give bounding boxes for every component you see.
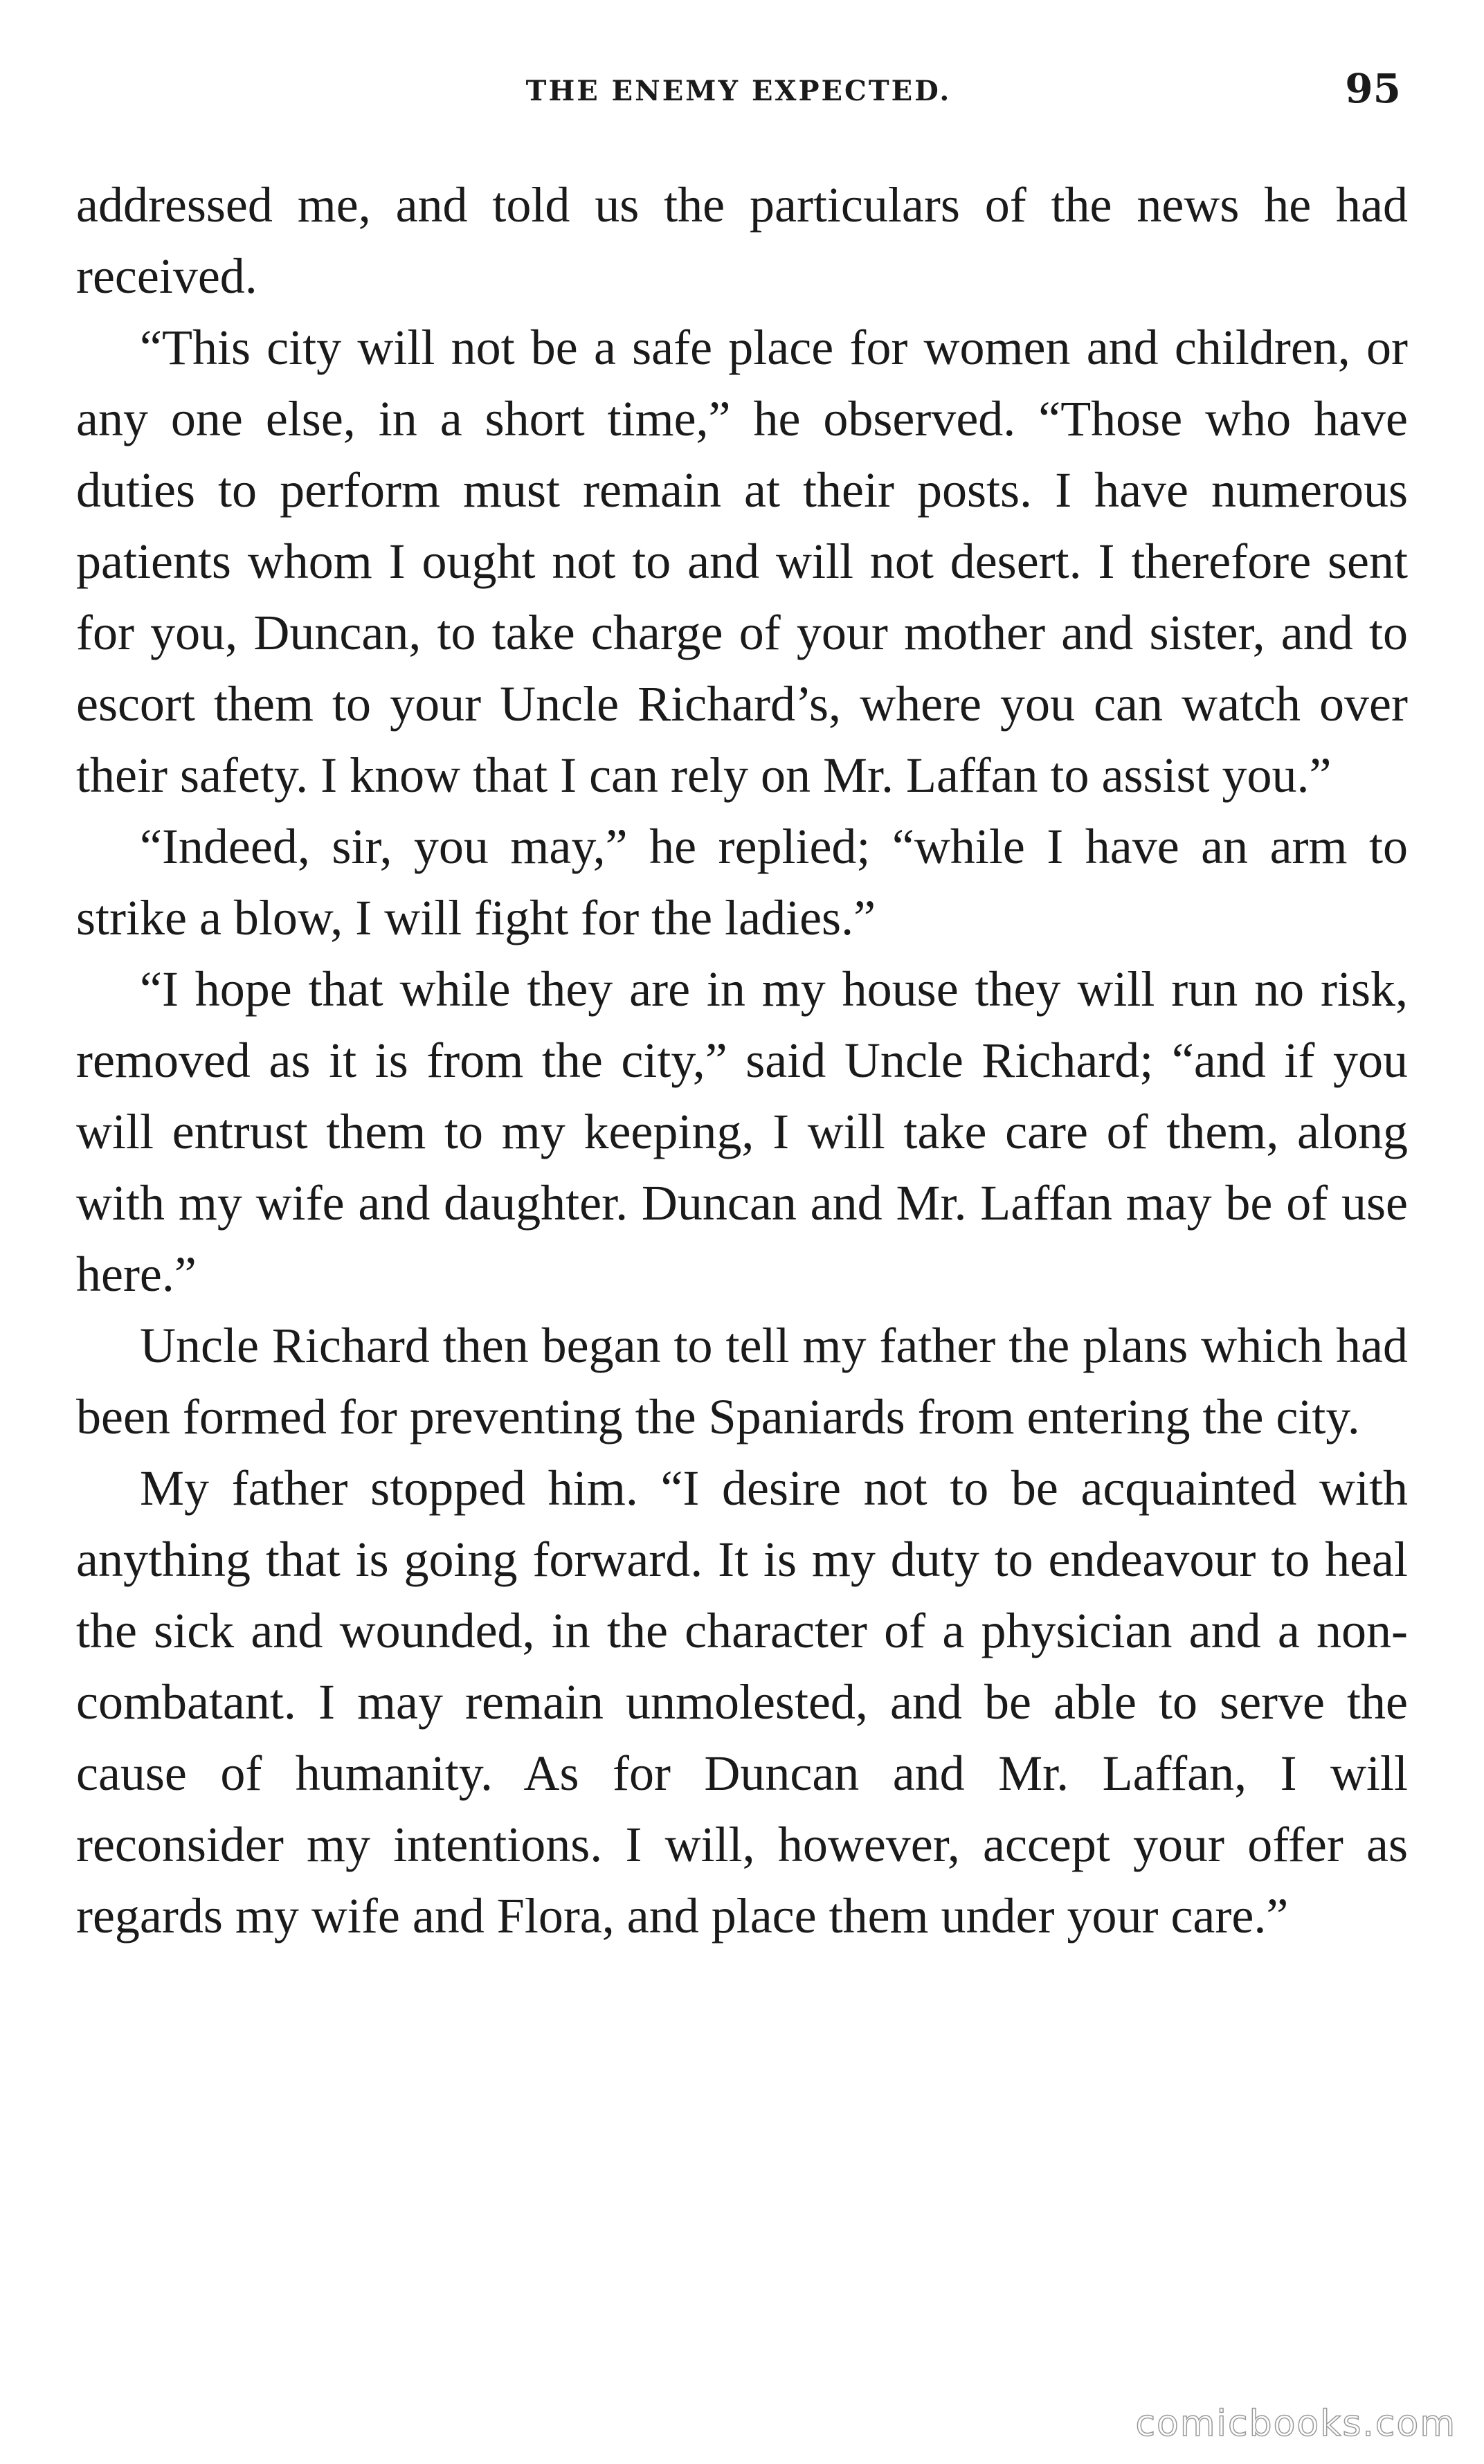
body-text: [76, 170, 1408, 1952]
paragraph: My father stopped him. “I desire not to be acquainted with anything that is going forward. It is my duty to endeavour to heal the sick and wounded, in the character of a physician and a non-combatant. I may remain unmolested, and be able to serve the cause of humanity. As for Duncan and Mr. Laffan, I will reconsider my intentions. I will, however, accept your offer as regards my wife and Flora, and place them under your care.”: [76, 1460, 1408, 1944]
paragraph: “This city will not be a safe place for women and children, or any one else, in a short time,” he observed. “Those who have duties to perform must remain at their posts. I have numerous patients whom I ought not to and will not desert. I therefore sent for you, Duncan, to take charge of your mother and sister, and to escort them to your Uncle Richard’s, where you can watch over their safety. I know that I can rely on Mr. Laffan to assist you.”: [76, 320, 1408, 803]
paragraph: “I hope that while they are in my house they will run no risk, removed as it is from the city,” said Uncle Richard; “and if you will entrust them to my keeping, I will take care of them, along with my wife and daughter. Duncan and Mr. Laffan may be of use here.”: [76, 961, 1408, 1302]
page-number: 95: [1345, 65, 1401, 112]
paragraph: “Indeed, sir, you may,” he replied; “while I have an arm to strike a blow, I will fight for the ladies.”: [76, 819, 1408, 945]
page-header: [76, 61, 1401, 123]
paragraph: addressed me, and told us the particulars of the news he had received.: [76, 177, 1408, 304]
watermark: comicbooks.com: [1135, 2403, 1456, 2445]
running-title: THE ENEMY EXPECTED.: [525, 75, 952, 107]
paragraph: Uncle Richard then began to tell my father the plans which had been formed for preventing the Spaniards from entering the city.: [76, 1318, 1408, 1444]
